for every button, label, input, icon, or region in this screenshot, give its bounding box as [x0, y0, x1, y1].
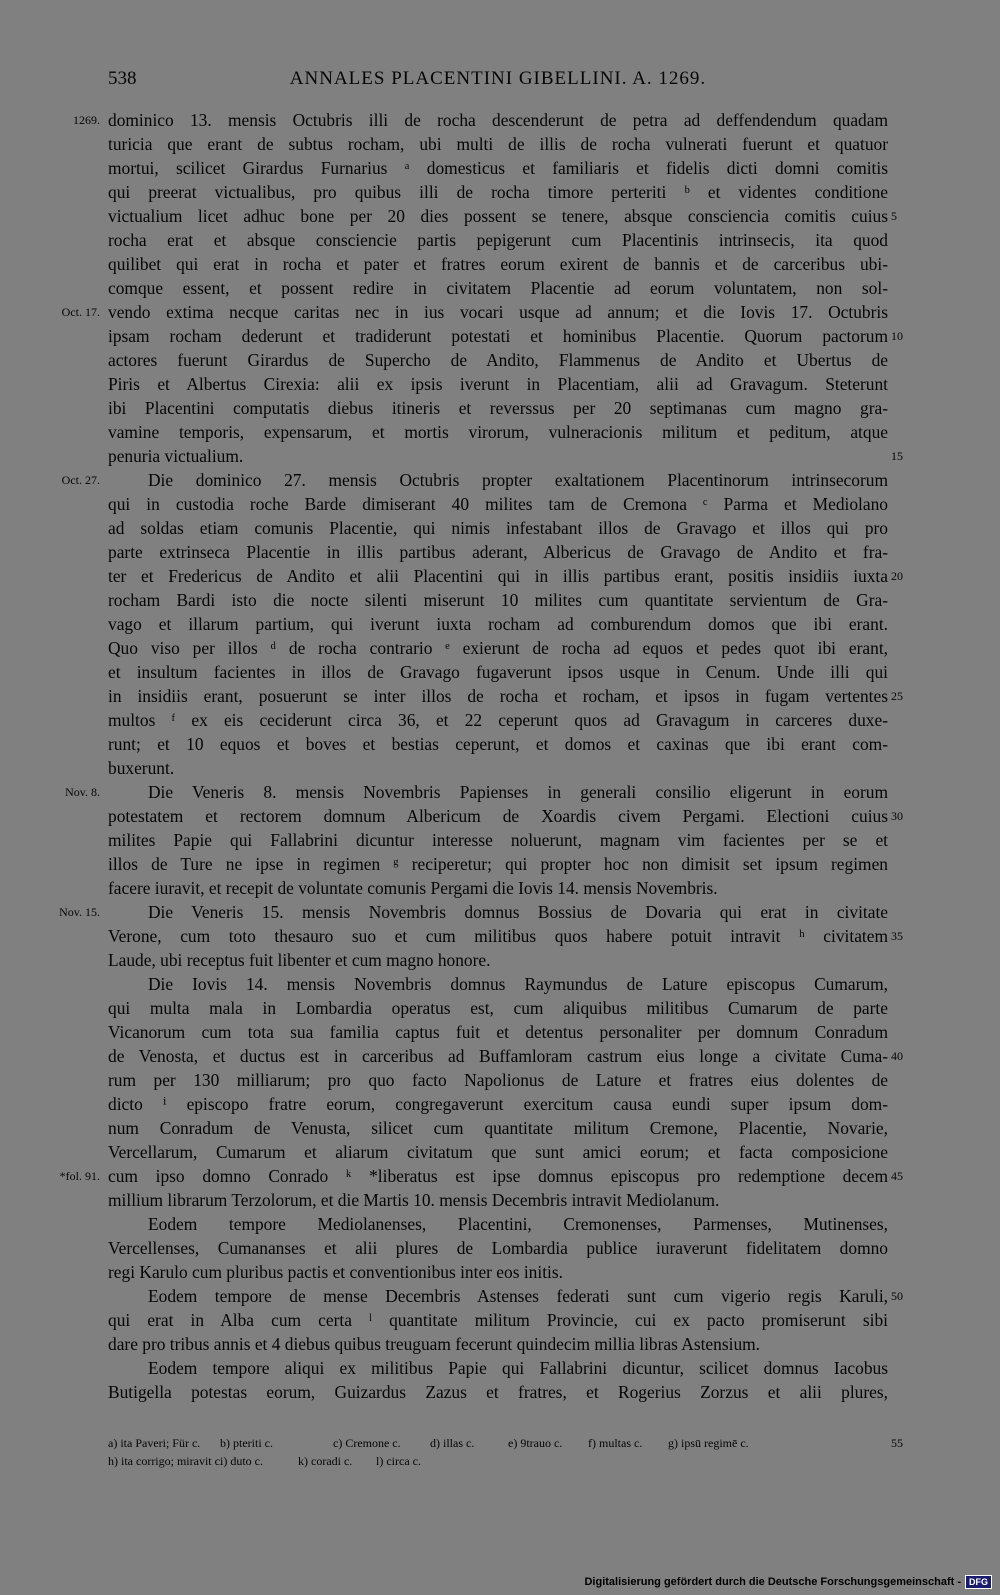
line-text: Butigella potestas eorum, Guizardus Zazus et fratres, et Rogerius Zorzus et alii plures,: [108, 1382, 888, 1402]
text-line: [108, 1020, 888, 1044]
text-line: [108, 468, 888, 492]
text-line: [108, 252, 888, 276]
line-number: 10: [891, 329, 903, 343]
footnote: f) multas c.: [588, 1436, 643, 1450]
footnote: e) 9trauo c.: [508, 1436, 563, 1450]
line-text: Quo viso per illos ᵈ de rocha contrario ᵉ exierunt de rocha ad equos et pedes quot ibi erant,: [108, 638, 888, 658]
footnote: b) pteriti c.: [220, 1436, 273, 1450]
line-text: dare pro tribus annis et 4 diebus quibus treuguam fecerunt quindecim millia libras Astensium.: [108, 1334, 761, 1354]
line-text: dominico 13. mensis Octubris illi de rocha descenderunt de petra ad deffendendum quadam: [108, 110, 888, 130]
line-number: 35: [891, 929, 903, 943]
text-line: [108, 1332, 888, 1356]
line-text: illos de Ture ne ipse in regimen ᵍ reciperetur; qui propter hoc non dimisit set ipsum regimen: [108, 854, 888, 874]
text-line: [108, 828, 888, 852]
footnote: i) duto c.: [220, 1454, 263, 1468]
line-number: 55: [891, 1436, 903, 1450]
line-number: 30: [891, 809, 903, 823]
dfg-logo: DFG: [965, 1575, 992, 1589]
text-line: [108, 492, 888, 516]
text-line: [108, 444, 888, 468]
margin-date: Nov. 15.: [59, 905, 100, 919]
line-text: vamine temporis, expensarum, et mortis virorum, vulneracionis militum et peditum, atque: [108, 422, 888, 442]
line-text: Eodem tempore aliqui ex militibus Papie qui Fallabrini dicuntur, scilicet domnus Iacobus: [148, 1358, 888, 1378]
text-line: [108, 108, 888, 132]
text-line: [108, 228, 888, 252]
line-text: ipsam rocham dederunt et tradiderunt potestati et hominibus Placentie. Quorum pactorum: [108, 326, 888, 346]
line-text: Die dominico 27. mensis Octubris propter exaltationem Placentinorum intrinsecorum: [148, 470, 888, 490]
footer-credit: [584, 1575, 992, 1589]
text-line: [108, 804, 888, 828]
text-line: [108, 132, 888, 156]
line-text: facere iuravit, et recepit de voluntate comunis Pergami die Iovis 14. mensis Novembris.: [108, 878, 718, 898]
line-number: 40: [891, 1049, 903, 1063]
margin-date: Nov. 8.: [65, 785, 100, 799]
text-line: [108, 996, 888, 1020]
text-line: [108, 876, 888, 900]
line-text: vendo extima necque caritas nec in ius vocari usque ad annum; et die Iovis 17. Octubris: [108, 302, 888, 322]
text-line: [108, 324, 888, 348]
text-line: [108, 156, 888, 180]
text-line: [108, 1092, 888, 1116]
line-text: Vercellenses, Cumananses et alii plures de Lombardia publice iuraverunt fidelitatem domno: [108, 1238, 888, 1258]
text-line: [108, 204, 888, 228]
line-text: qui preerat victualibus, pro quibus illi de rocha timore perteriti ᵇ et videntes conditione: [108, 182, 888, 202]
line-text: rocham Bardi isto die nocte silenti miserunt 10 milites cum quantitate servientum de Gra-: [108, 590, 888, 610]
line-text: mortui, scilicet Girardus Furnarius ᵃ domesticus et familiaris et fidelis dicti domni comitis: [108, 158, 888, 178]
page-number: 538: [108, 68, 137, 89]
text-line: [108, 1356, 888, 1380]
text-line: [108, 1380, 888, 1404]
line-text: buxerunt.: [108, 758, 175, 778]
text-line: [108, 180, 888, 204]
text-line: [108, 348, 888, 372]
text-line: [108, 780, 888, 804]
line-text: turicia que erant de subtus rocham, ubi multi de illis de rocha vulnerati fuerunt et quatuor: [108, 134, 888, 154]
line-text: Vicanorum cum tota sua familia captus fuit et detentus personaliter per domnum Conradum: [108, 1022, 888, 1042]
text-line: [108, 948, 888, 972]
footnote: k) coradi c.: [298, 1454, 353, 1468]
text-line: [108, 972, 888, 996]
text-line: [108, 1116, 888, 1140]
text-line: [108, 900, 888, 924]
line-text: actores fuerunt Girardus de Supercho de Andito, Flammenus de Andito et Ubertus de: [108, 350, 888, 370]
text-line: [108, 924, 888, 948]
text-line: [108, 564, 888, 588]
footnote-row: [108, 1434, 928, 1452]
footnote: h) ita corrigo; miravit c.: [108, 1454, 223, 1468]
line-number: 25: [891, 689, 903, 703]
footer-text: Digitalisierung gefördert durch die Deutsche Forschungsgemeinschaft -: [584, 1576, 961, 1588]
line-text: parte extrinseca Placentie in illis partibus aderant, Albericus de Gravago de Andito et fra-: [108, 542, 888, 562]
text-line: [108, 636, 888, 660]
line-text: Eodem tempore de mense Decembris Astenses federati sunt cum vigerio regis Karuli,: [148, 1286, 888, 1306]
text-line: [108, 732, 888, 756]
line-text: et insultum facientes in illos de Gravago fugaverunt ipsos usque in Cenum. Unde illi qui: [108, 662, 888, 682]
line-text: rum per 130 milliarum; pro quo facto Napolionus de Lature et fratres eius dolentes de: [108, 1070, 888, 1090]
line-number: 50: [891, 1289, 903, 1303]
line-text: potestatem et rectorem domnum Albericum de Xoardis civem Pergami. Electioni cuius: [108, 806, 888, 826]
line-text: millium librarum Terzolorum, et die Martis 10. mensis Decembris intravit Mediolanum.: [108, 1190, 720, 1210]
text-line: [108, 684, 888, 708]
text-line: [108, 1236, 888, 1260]
line-text: ad soldas etiam comunis Placentie, qui nimis infestabant illos de Gravago et illos qui pro: [108, 518, 888, 538]
line-text: Piris et Albertus Cirexia: alii ex ipsis iverunt in Placentiam, alii ad Gravagum. Steterunt: [108, 374, 888, 394]
footnote: a) ita Paveri; Für c.: [108, 1436, 201, 1450]
text-line: [108, 756, 888, 780]
line-text: Verone, cum toto thesauro suo et cum militibus quos habere potuit intravit ʰ civitatem: [108, 926, 888, 946]
text-line: [108, 1284, 888, 1308]
footnote: d) illas c.: [430, 1436, 475, 1450]
line-text: dicto ⁱ episcopo fratre eorum, congregaverunt exercitum causa eundi super ipsum dom-: [108, 1094, 888, 1114]
text-line: [108, 276, 888, 300]
line-text: quilibet qui erat in rocha et pater et fratres eorum exirent de bannis et de carceribus ubi-: [108, 254, 888, 274]
margin-date: Oct. 27.: [61, 473, 100, 487]
line-text: Die Veneris 8. mensis Novembris Papienses in generali consilio eligerunt in eorum: [148, 782, 888, 802]
text-line: [108, 1140, 888, 1164]
footnote: g) ipsū regimē c.: [668, 1436, 749, 1450]
line-text: regi Karulo cum pluribus pactis et conventionibus inter eos initis.: [108, 1262, 563, 1282]
text-line: [108, 1044, 888, 1068]
line-text: vago et illarum partium, qui iverunt iuxta rocham ad comburendum domos que ibi erant.: [108, 614, 888, 634]
line-text: rocha erat et absque consciencie partis pepigerunt cum Placentinis intrinsecis, ita quod: [108, 230, 888, 250]
text-line: [108, 660, 888, 684]
text-line: [108, 540, 888, 564]
text-line: [108, 1188, 888, 1212]
text-line: [108, 1164, 888, 1188]
line-text: ibi Placentini computatis diebus itineris et reverssus per 20 septimanas cum magno gra-: [108, 398, 888, 418]
line-text: qui multa mala in Lombardia operatus est, cum aliquibus militibus Cumarum de parte: [108, 998, 888, 1018]
footnote: c) Cremone c.: [333, 1436, 401, 1450]
text-line: [108, 372, 888, 396]
line-text: runt; et 10 equos et boves et bestias ceperunt, et domos et caxinas que ibi erant com-: [108, 734, 888, 754]
text-line: [108, 516, 888, 540]
text-line: [108, 852, 888, 876]
line-text: ter et Fredericus de Andito et alii Placentini qui in illis partibus erant, positis insidiis iuxta: [108, 566, 888, 586]
page-header: [108, 68, 888, 96]
text-line: [108, 1068, 888, 1092]
text-line: [108, 1260, 888, 1284]
line-text: qui erat in Alba cum certa ˡ quantitate militum Provincie, cui ex pacto promiserunt sibi: [108, 1310, 888, 1330]
footnotes: [108, 1434, 928, 1470]
line-text: de Venosta, et ductus est in carceribus ad Buffamloram castrum eius longe a civitate Cuma-: [108, 1046, 888, 1066]
running-head: ANNALES PLACENTINI GIBELLINI. A. 1269.: [289, 68, 707, 89]
text-line: [108, 300, 888, 324]
footnote: l) circa c.: [376, 1454, 421, 1468]
line-text: num Conradum de Venusta, silicet cum quantitate militum Cremone, Placentie, Novarie,: [108, 1118, 888, 1138]
margin-date: *fol. 91.: [59, 1169, 100, 1183]
line-text: comque essent, et possent redire in civitatem Placentie ad eorum voluntatem, non sol-: [108, 278, 888, 298]
line-number: 45: [891, 1169, 903, 1183]
line-text: qui in custodia roche Barde dimiserant 40 milites tam de Cremona ᶜ Parma et Mediolano: [108, 494, 888, 514]
text-line: [108, 1212, 888, 1236]
footnote-row: [108, 1452, 928, 1470]
line-text: Vercellarum, Cumarum et aliarum civitatum que sunt amici eorum; et facta composicione: [108, 1142, 888, 1162]
line-text: penuria victualium.: [108, 446, 244, 466]
line-text: Eodem tempore Mediolanenses, Placentini, Cremonenses, Parmenses, Mutinenses,: [148, 1214, 888, 1234]
line-number: 5: [891, 209, 897, 223]
line-text: milites Papie qui Fallabrini dicuntur interesse noluerunt, magnam vim facientes per se et: [108, 830, 888, 850]
text-line: [108, 1308, 888, 1332]
line-text: multos ᶠ ex eis ceciderunt circa 36, et 22 ceperunt quos ad Gravagum in carceres duxe-: [108, 710, 888, 730]
line-number: 20: [891, 569, 903, 583]
line-text: Laude, ubi receptus fuit libenter et cum magno honore.: [108, 950, 491, 970]
text-line: [108, 612, 888, 636]
margin-date: Oct. 17.: [61, 305, 100, 319]
line-text: victualium licet adhuc bone per 20 dies possent se tenere, absque consciencia comitis cuius: [108, 206, 888, 226]
text-line: [108, 420, 888, 444]
margin-date: 1269.: [73, 113, 100, 127]
line-text: Die Veneris 15. mensis Novembris domnus Bossius de Dovaria qui erat in civitate: [148, 902, 888, 922]
line-text: Die Iovis 14. mensis Novembris domnus Raymundus de Lature episcopus Cumarum,: [148, 974, 888, 994]
text-line: [108, 588, 888, 612]
text-line: [108, 396, 888, 420]
text-line: [108, 708, 888, 732]
line-text: cum ipso domno Conrado ᵏ *liberatus est ipse domnus episcopus pro redemptione decem: [108, 1166, 888, 1186]
line-number: 15: [891, 449, 903, 463]
line-text: in insidiis erant, posuerunt se inter illos de rocha et rocham, et ipsos in fugam vertentes: [108, 686, 888, 706]
